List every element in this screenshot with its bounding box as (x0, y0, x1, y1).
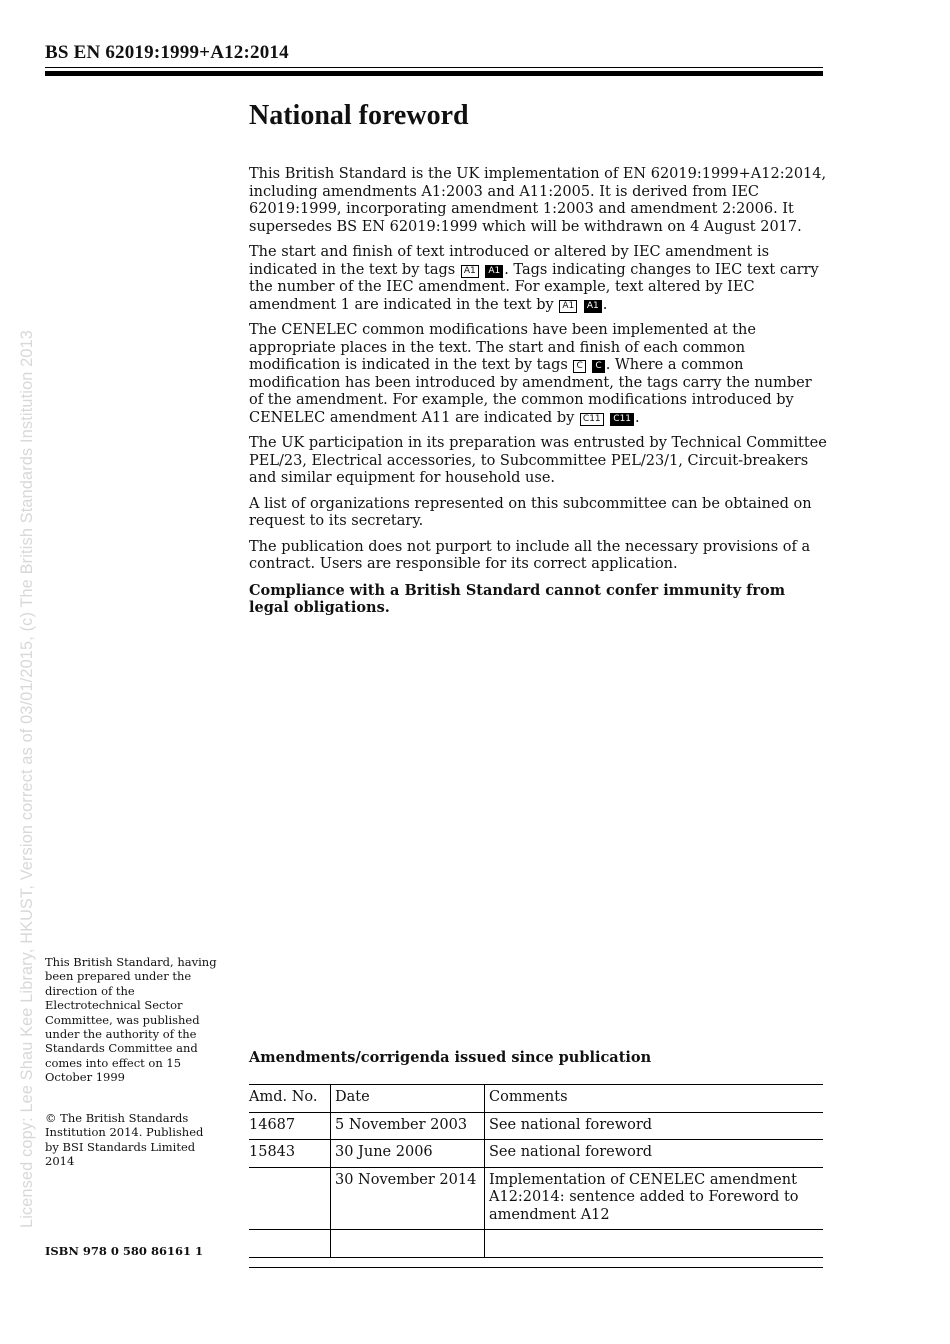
table-cell (485, 1230, 824, 1258)
paragraph-committee: The UK participation in its preparation was entrusted by Technical Committee PEL/23, Electrical accessories, to Subcommittee PEL/23/1, Circuit-breakers and similar equipment for household use. (249, 435, 827, 486)
paragraph-organizations: A list of organizations represented on this subcommittee can be obtained on request to its secretary. (249, 495, 812, 529)
column-header: Amd. No. (249, 1085, 331, 1113)
license-watermark: Licensed copy: Lee Shau Kee Library, HKUST, Version correct as of 03/01/2015, (c) The British Standards Institution 2013 (18, 329, 36, 1228)
table-row (249, 1112, 823, 1140)
header-rule-thin (45, 67, 823, 68)
paragraph-provisions: The publication does not purport to include all the necessary provisions of a contract. Users are responsible for its correct application. (249, 538, 811, 572)
bottom-rule (249, 1267, 823, 1268)
table-row (249, 1230, 823, 1258)
amendment-end-tag: A1 (485, 265, 503, 278)
amendment-start-tag: A1 (559, 300, 577, 313)
column-header: Comments (485, 1085, 824, 1113)
modification-end-tag: C (592, 360, 604, 373)
table-cell: 14687 (249, 1112, 331, 1140)
paragraph-iec-tags: The start and finish of text introduced or altered by IEC amendment is indicated in the text by tags A1 A1 . Tags indicating changes to IEC text carry the number of the IEC amendment. For example, text altered by IEC amendment 1 are indicated in the text by A1 A1 . (249, 244, 819, 313)
table-cell (249, 1230, 331, 1258)
table-row (249, 1167, 823, 1230)
modification-start-tag: C11 (580, 413, 604, 426)
table-row (249, 1140, 823, 1168)
table-cell: See national foreword (485, 1112, 824, 1140)
modification-start-tag: C (573, 360, 585, 373)
amendment-start-tag: A1 (461, 265, 479, 278)
document-id-header: BS EN 62019:1999+A12:2014 (45, 42, 289, 63)
amendment-end-tag: A1 (584, 300, 602, 313)
column-header: Date (331, 1085, 485, 1113)
modification-end-tag: C11 (610, 413, 634, 426)
copyright-note: © The British Standards Institution 2014. Published by BSI Standards Limited 2014 (45, 1111, 204, 1169)
table-cell: 5 November 2003 (331, 1112, 485, 1140)
table-cell (249, 1167, 331, 1230)
paragraph-compliance: Compliance with a British Standard cannot confer immunity from legal obligations. (249, 581, 786, 616)
paragraph-implementation: This British Standard is the UK implementation of EN 62019:1999+A12:2014, including amendments A1:2003 and A11:2005. It is derived from IEC 62019:1999, incorporating amendment 1:2003 and amendment 2:2006. It supersedes BS EN 62019:1999 which will be withdrawn on 4 August 2017. (249, 166, 827, 235)
header-rule-thick (45, 71, 823, 76)
table-cell: 15843 (249, 1140, 331, 1168)
table-cell: See national foreword (485, 1140, 824, 1168)
table-cell (331, 1230, 485, 1258)
page-title: National foreword (249, 100, 469, 131)
foreword-body (249, 166, 829, 625)
amendments-title: Amendments/corrigenda issued since publication (249, 1049, 652, 1066)
table-cell: 30 June 2006 (331, 1140, 485, 1168)
isbn: ISBN 978 0 580 86161 1 (45, 1244, 203, 1258)
table-header-row (249, 1085, 823, 1113)
table-cell: Implementation of CENELEC amendment A12:2014: sentence added to Foreword to amendment A12 (485, 1167, 824, 1230)
paragraph-cenelec-tags: The CENELEC common modifications have been implemented at the appropriate places in the text. The start and finish of each common modification is indicated in the text by tags C C . Where a common modification has been introduced by amendment, the tags carry the number of the amendment. For example, the common modifications introduced by CENELEC amendment A11 are indicated by C11 C11 . (249, 322, 812, 426)
publication-note: This British Standard, having been prepared under the direction of the Electrotechnical Sector Committee, was published under the authority of the Standards Committee and comes into effect on 15 October 1999 (45, 955, 217, 1085)
amendments-table (249, 1084, 823, 1258)
table-cell: 30 November 2014 (331, 1167, 485, 1230)
